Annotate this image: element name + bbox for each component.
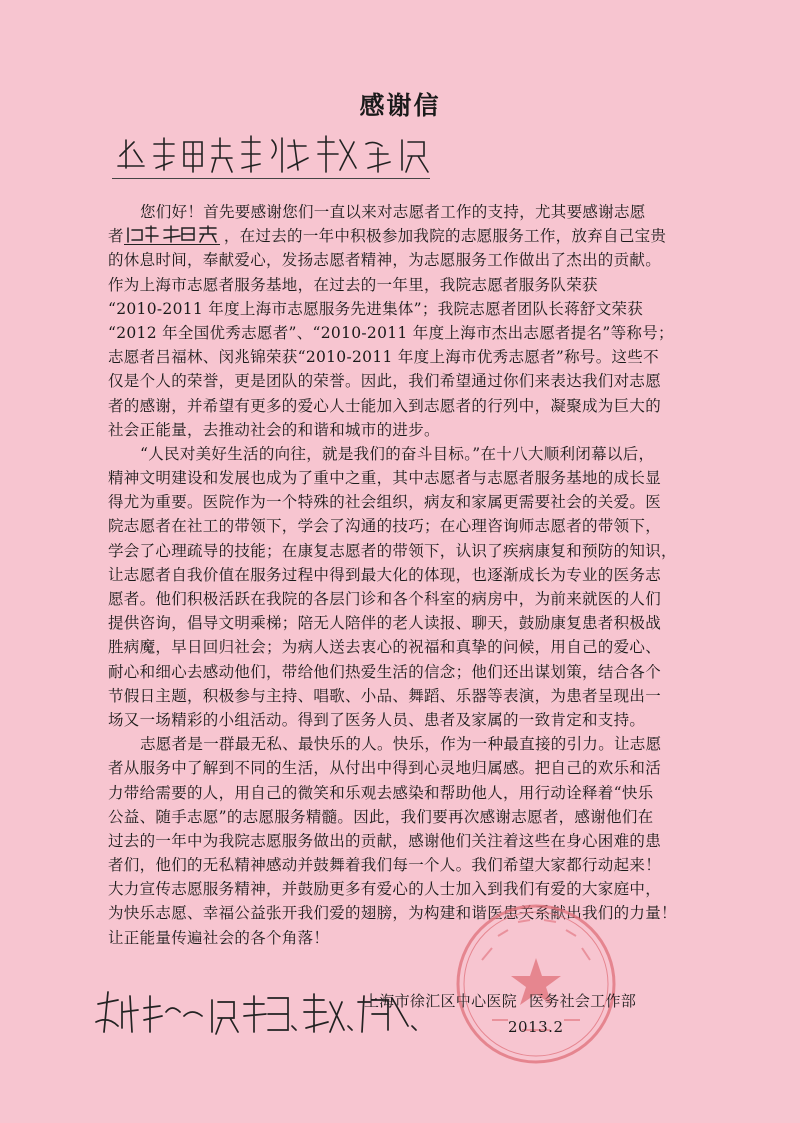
body-line: 志愿者是一群最无私、最快乐的人。快乐，作为一种最直接的引力。让志愿 — [140, 735, 662, 754]
body-line: “人民对美好生活的向往，就是我们的奋斗目标。”在十八大顺利闭幕以后， — [140, 444, 655, 463]
body-line: “2012 年全国优秀志愿者”、“2010-2011 年度上海市杰出志愿者提名”等称号； — [108, 323, 674, 342]
body-line-with-name — [108, 224, 684, 248]
volunteer-name-handwriting — [124, 224, 220, 245]
signature-hospital: 上海市徐汇区中心医院 — [364, 992, 518, 1010]
body-line: 者们，他们的无私精神感动并鼓舞着我们每一个人。我们希望大家都行动起来！ — [108, 856, 662, 875]
body-line: 让志愿者自我价值在服务过程中得到最大化的体现，也逐渐成长为专业的医务志 — [108, 565, 662, 584]
body-line: 学会了心理疏导的技能；在康复志愿者的带领下，认识了疾病康复和预防的知识， — [108, 541, 677, 560]
body-line: 院志愿者在社工的带领下，学会了沟通的技巧；在心理咨询师志愿者的带领下， — [108, 517, 662, 536]
body-line: 大力宣传志愿服务精神，并鼓励更多有爱心的人士加入到我们有爱的大家庭中， — [108, 880, 662, 899]
signature-department: 医务社会工作部 — [529, 992, 637, 1010]
recipient-underline — [112, 178, 430, 179]
letter-body — [108, 200, 684, 950]
body-line: 作为上海市志愿者服务基地，在过去的一年里，我院志愿者服务队荣获 — [108, 275, 598, 294]
body-line: 愿者。他们积极活跃在我院的各层门诊和各个科室的病房中，为前来就医的人们 — [108, 590, 662, 608]
body-line-rest: ，在过去的一年中积极参加我院的志愿服务工作，放弃自己宝贵 — [223, 227, 667, 246]
body-line: 者从服务中了解到不同的生活，从付出中得到心灵地归属感。把自己的欢乐和活 — [108, 759, 662, 778]
signature-organization — [364, 990, 648, 1011]
body-line: 让正能量传遍社会的各个角落！ — [108, 928, 330, 947]
body-line-prefix: 者 — [108, 227, 124, 246]
recipient-handwriting — [112, 128, 442, 180]
letter-title: 感谢信 — [359, 91, 441, 120]
body-line: “2010-2011 年度上海市志愿服务先进集体”；我院志愿者团队长蒋舒文荣获 — [108, 299, 644, 318]
body-line: 耐心和细心去感动他们，带给他们热爱生活的信念；他们还出谋划策，结合各个 — [108, 662, 662, 681]
hospital-seal-icon — [452, 900, 620, 1068]
body-line: 公益、随手志愿”的志愿服务精髓。因此，我们要再次感谢志愿者，感谢他们在 — [108, 807, 654, 826]
body-line: 社会正能量，去推动社会的和谐和城市的进步。 — [108, 420, 440, 439]
body-line: 胜病魔，早日回归社会；为病人送去衷心的祝福和真挚的问候，用自己的爱心、 — [108, 638, 662, 657]
body-line: 提供咨询，倡导文明乘梯；陪无人陪伴的老人读报、聊天，鼓励康复患者积极战 — [108, 614, 662, 633]
body-line: 过去的一年中为我院志愿服务做出的贡献，感谢他们关注着这些在身心困难的患 — [108, 831, 662, 850]
body-line: 节假日主题，积极参与主持、唱歌、小品、舞蹈、乐器等表演，为患者呈现出一 — [108, 686, 662, 705]
body-line: 得尤为重要。医院作为一个特殊的社会组织，病友和家属更需要社会的关爱。医 — [108, 493, 662, 512]
body-line: 者的感谢，并希望有更多的爱心人士能加入到志愿者的行列中，凝聚成为巨大的 — [108, 396, 662, 415]
body-line: 仅是个人的荣誉，更是团队的荣誉。因此，我们希望通过你们来表达我们对志愿 — [108, 372, 662, 391]
body-line: 精神文明建设和发展也成为了重中之重，其中志愿者与志愿者服务基地的成长显 — [108, 469, 662, 488]
body-line: 的休息时间，奉献爱心，发扬志愿者精神，为志愿服务工作做出了杰出的贡献。 — [108, 251, 662, 270]
body-line: 为快乐志愿、幸福公益张开我们爱的翅膀，为构建和谐医患关系献出我们的力量！ — [108, 904, 677, 923]
letter-date: 2013.2 — [508, 1018, 564, 1036]
body-line: 场又一场精彩的小组活动。得到了医务人员、患者及家属的一致肯定和支持。 — [108, 710, 646, 729]
body-line: 力带给需要的人，用自己的微笑和乐观去感染和帮助他人，用行动诠释着“快乐 — [108, 783, 654, 802]
body-line: 志愿者吕福林、闵兆锦荣获“2010-2011 年度上海市优秀志愿者”称号。这些不 — [108, 348, 659, 367]
body-line: 您们好！首先要感谢您们一直以来对志愿者工作的支持，尤其要感谢志愿 — [140, 203, 646, 221]
